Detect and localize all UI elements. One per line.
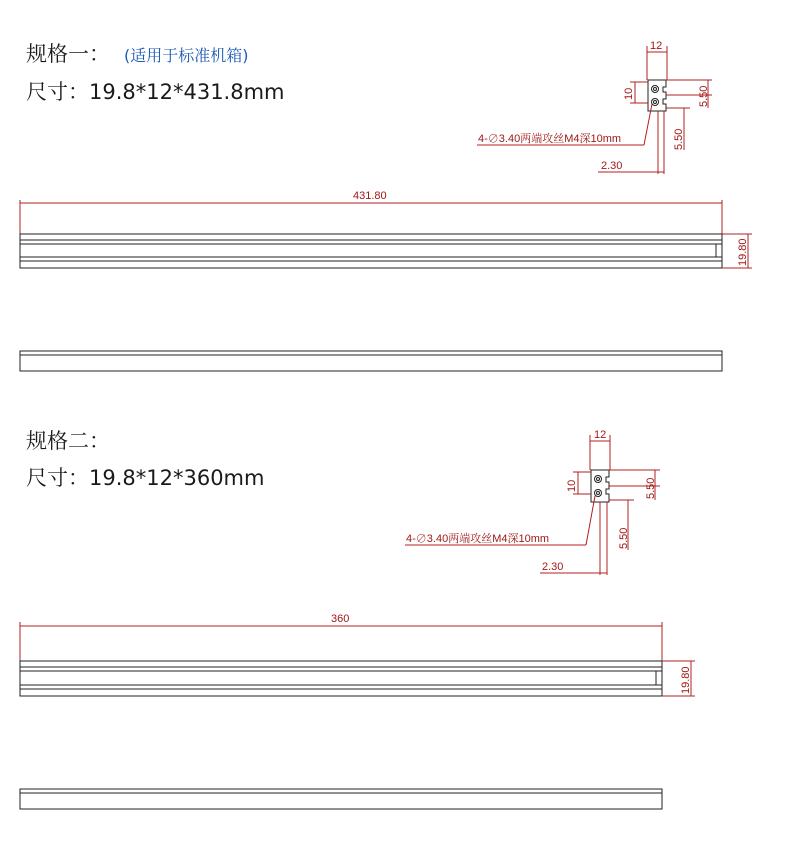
spec1-length-dim: 431.80	[353, 190, 387, 202]
spec1-cross-section	[477, 40, 712, 174]
spec2-offset-dim: 2.30	[542, 561, 564, 573]
spec1-side-b-dim: 5.50	[673, 128, 685, 150]
spec2-length-dim: 360	[331, 613, 350, 625]
spec2-side-b-dim: 5.50	[618, 527, 630, 549]
spec1-side-view	[20, 190, 752, 268]
spec1-top-view	[20, 351, 722, 371]
spec2-cross-section	[405, 429, 660, 575]
spec2-top-view	[20, 789, 662, 809]
spec1-size: 尺寸：19.8*12*431.8mm	[26, 80, 285, 104]
spec2-height-total-dim: 19.80	[680, 666, 692, 694]
spec2-height-dim: 10	[566, 479, 578, 492]
spec1-side-a-dim: 5.50	[698, 85, 710, 107]
spec2-side-view	[20, 613, 695, 696]
spec1-width-dim: 12	[650, 40, 663, 52]
spec1-offset-dim: 2.30	[601, 160, 623, 172]
spec2-side-a-dim: 5.50	[645, 477, 657, 499]
spec1-height-total-dim: 19.80	[737, 238, 749, 266]
spec1-note: (适用于标准机箱)	[124, 46, 249, 65]
spec2-title: 规格二：	[26, 429, 110, 453]
spec2-width-dim: 12	[594, 429, 607, 441]
spec1-title: 规格一：	[26, 42, 110, 66]
spec2-hole-note: 4-∅3.40两端攻丝M4深10mm	[406, 533, 550, 545]
spec1-hole-note: 4-∅3.40两端攻丝M4深10mm	[478, 133, 622, 145]
spec2-size: 尺寸：19.8*12*360mm	[26, 466, 265, 490]
spec1-height-dim: 10	[623, 87, 635, 100]
